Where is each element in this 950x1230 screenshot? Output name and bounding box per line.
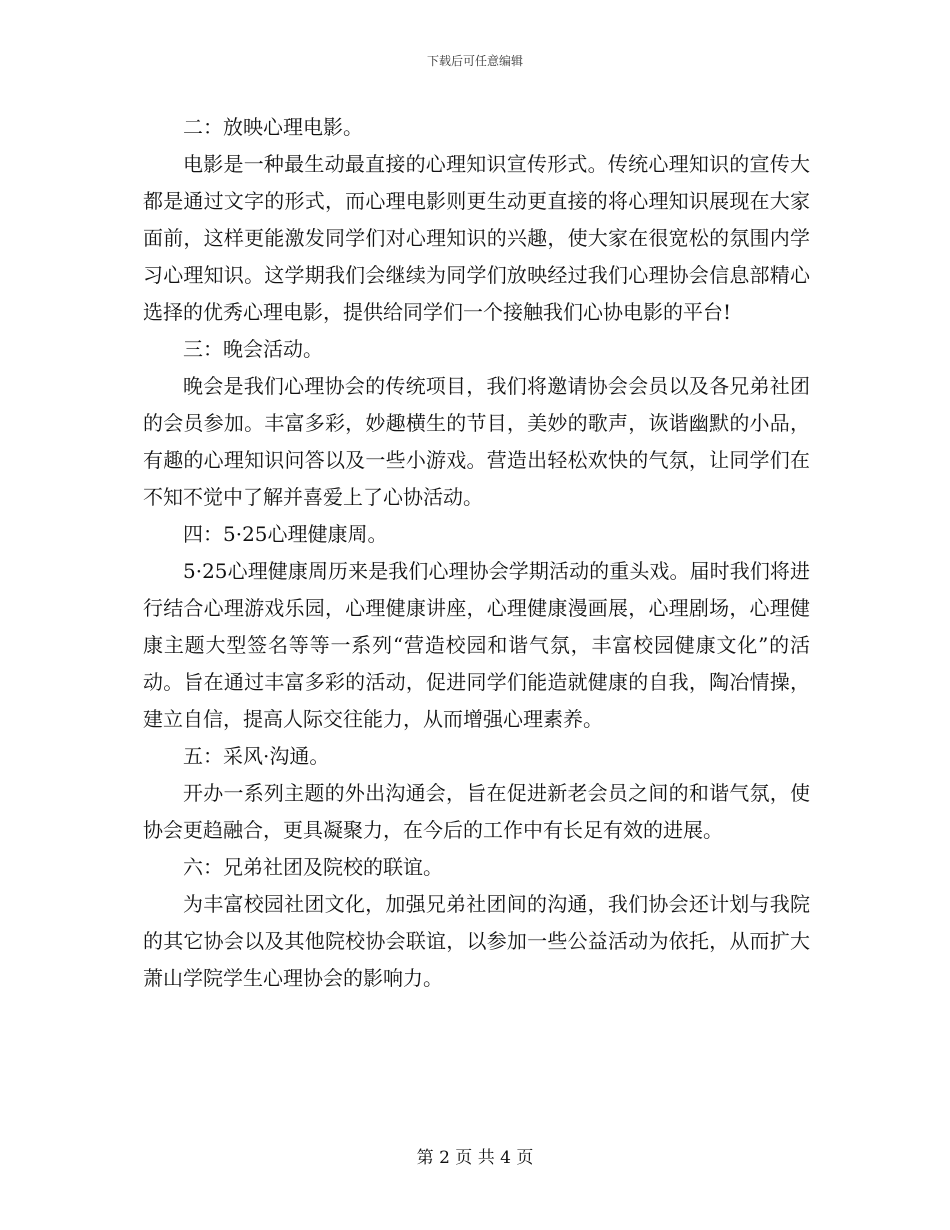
paragraph-gala: 晚会是我们心理协会的传统项目，我们将邀请协会会员以及各兄弟社团的会员参加。丰富多彩，妙趣横生的节目，美妙的歌声，诙谐幽默的小品，有趣的心理知识问答以及一些小游戏。营造出轻松欢快的气氛，让同学们在不知不觉中了解并喜爱上了心协活动。 xyxy=(143,374,810,509)
section-heading-outreach: 五：采风·沟通。 xyxy=(183,744,330,768)
section-heading-fellowship: 六：兄弟社团及院校的联谊。 xyxy=(183,855,443,879)
section-heading-movies: 二：放映心理电影。 xyxy=(183,115,363,139)
section-heading-health-week: 四：5·25心理健康周。 xyxy=(183,522,388,546)
paragraph-movies: 电影是一种最生动最直接的心理知识宣传形式。传统心理知识的宣传大都是通过文字的形式，而心理电影则更生动更直接的将心理知识展现在大家面前，这样更能激发同学们对心理知识的兴趣，使大家在很宽松的氛围内学习心理知识。这学期我们会继续为同学们放映经过我们心理协会信息部精心选择的优秀心理电影，提供给同学们一个接触我们心协电影的平台! xyxy=(143,152,810,324)
paragraph-health-week: 5·25心理健康周历来是我们心理协会学期活动的重头戏。届时我们将进行结合心理游戏乐园，心理健康讲座，心理健康漫画展，心理剧场，心理健康主题大型签名等等一系列“营造校园和谐气氛，丰富校园健康文化”的活动。旨在通过丰富多彩的活动，促进同学们能造就健康的自我，陶冶情操，建立自信，提高人际交往能力，从而增强心理素养。 xyxy=(143,559,810,731)
paragraph-outreach: 开办一系列主题的外出沟通会，旨在促进新老会员之间的和谐气氛，使协会更趋融合，更具凝聚力，在今后的工作中有长足有效的进展。 xyxy=(143,781,810,842)
document-body xyxy=(143,109,810,997)
section-heading-gala: 三：晚会活动。 xyxy=(183,337,323,361)
page-number-footer: 第 2 页 共 4 页 xyxy=(416,1148,534,1168)
page-header-note: 下载后可任意编辑 xyxy=(426,54,523,68)
paragraph-fellowship: 为丰富校园社团文化，加强兄弟社团间的沟通，我们协会还计划与我院的其它协会以及其他院校协会联谊，以参加一些公益活动为依托，从而扩大萧山学院学生心理协会的影响力。 xyxy=(143,892,810,990)
